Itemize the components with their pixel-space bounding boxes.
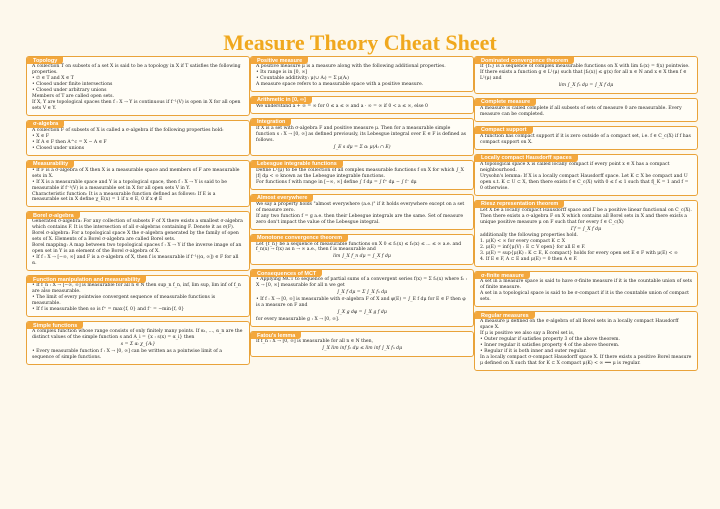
section-text: Borel mapping: A map between two topological spaces f : X → Y if the inverse image of an open set in Y is an element of the Borel σ-algebra of X. bbox=[32, 243, 242, 255]
section-text: In a locally compact σ-compact Hausdorff space X. If there exists a positive Borel measure μ defined on X such that for K ⊂ X compact μ(K) < ∞ ⟹ μ is regular. bbox=[480, 355, 692, 366]
section-text: • ∅ ∈ T and X ∈ T bbox=[32, 75, 74, 81]
section-text: • Regular if it is both inner and outer regular. bbox=[480, 349, 587, 355]
section-text: 4. If E ∈ F, A ⊂ E and μ(E) = 0 then A ∈ F. bbox=[480, 257, 578, 263]
section-box bbox=[474, 98, 698, 122]
section-text: • Every measurable function f : X → [0, ∞] can be written as a pointwise limit of a sequence of simple functions. bbox=[32, 348, 223, 360]
section-box bbox=[26, 120, 250, 156]
section-text: We say a property holds "almost everywhere (a.e.)" if it holds everywhere except on a set of measure zero. bbox=[256, 201, 465, 213]
section-text: Urysohn's lemma: If X is a locally compact Hausdorff space. Let K ⊂ X be compact and U open s.t. K ⊂ U ⊂ X, then there exists f ∈ C_c(X) with 0 ≤ f ≤ 1 such that f|_K = 1 and f = 0 otherwise. bbox=[480, 173, 689, 191]
section-text: A collection T on subsets of a set X is said to be a topology in X if T satisfies the following properties. bbox=[32, 64, 241, 75]
section-heading: Monotone convergence theorem bbox=[251, 235, 348, 242]
section-heading: Arithmetic in [0, ∞] bbox=[251, 97, 312, 104]
section-box bbox=[250, 234, 474, 266]
section-text: If X, Y are topological spaces then f : X → Y is continuous if f⁻¹(V) is open in X for all open sets V ∈ Y. bbox=[32, 99, 241, 111]
section-box bbox=[250, 269, 474, 327]
section-heading: σ-algebra bbox=[27, 121, 64, 128]
section-heading: Consequences of MCT bbox=[251, 270, 322, 277]
section-text: Let {f_n} be a sequence of measurable functions on X 0 ≤ f₁(x) ≤ f₂(x) ≤ ... ≤ ∞ a.e. and f_n(x) → f(x) as n → ∞ a.e., then f is measurable and bbox=[256, 241, 462, 253]
section-heading: Regular measures bbox=[475, 312, 535, 319]
section-text: A complex function whose range consists of only finitely many points. If α₁, ..., α_n are the distinct values of the simple function s and A_i = {x : s(x) = α_i} then bbox=[32, 329, 243, 340]
section-text: • If f : X → [−∞, ∞] and F is a σ-algebra of X, then f is measurable if f⁻¹((α, ∞]) ∈ F for all α. bbox=[32, 255, 239, 267]
section-text: Characteristic function: It is a measurable function defined as follows: If E is a measurable set in X define χ_E(x) = 1 if x ∈ E, 0 if x ∉ E bbox=[32, 191, 216, 203]
section-text: If any two function f = g a.e. then their Lebesgue integrals are the same. Set of measure zero don't impact the value of the Lebesgue integral. bbox=[256, 213, 464, 225]
section-text: • Closed under unions bbox=[32, 145, 85, 151]
section-heading: Complete measure bbox=[475, 99, 536, 106]
section-heading: Simple functions bbox=[27, 322, 83, 329]
section-heading: Positive measure bbox=[251, 57, 308, 64]
section-box bbox=[26, 56, 250, 116]
section-text: A positive measure μ is a measure along with the following additional properties. bbox=[256, 64, 446, 69]
section-text: 3. μ(E) = sup{μ(K) : K ⊂ E, K compact} holds for every open set E ∈ F with μ(E) < ∞ bbox=[480, 251, 678, 257]
section-text: A topological space X is called locally compact if every point x ∈ X has a compact neighbourhood. bbox=[480, 161, 670, 173]
section-text: for every measurable g : X → [0, ∞]. bbox=[256, 317, 340, 323]
section-heading: Integration bbox=[251, 119, 291, 126]
section-box bbox=[250, 118, 474, 156]
section-text: If μ is positive we also say a Borel set is, bbox=[480, 331, 575, 337]
section-heading: Topology bbox=[27, 57, 63, 64]
equation: ∫_X f dμ = Σ ∫_X fₙ dμ bbox=[336, 290, 388, 296]
section-text: • If f : X → [0, ∞] is measurable with σ-algebra F of X and φ(E) = ∫_E f dμ for E ∈ F then φ is a measure on F and bbox=[256, 297, 466, 309]
section-text: • If f_n : X → [−∞, ∞] is measurable for all n ∈ N then sup_n f_n, inf, lim sup, lim inf of f_n are also measurable. bbox=[32, 283, 241, 295]
section-heading: Riesz representation theorem bbox=[475, 201, 564, 208]
section-text: • The limit of every pointwise convergent sequence of measurable functions is measurable. bbox=[32, 295, 216, 307]
section-text: • Closed under finite intersections bbox=[32, 81, 113, 87]
section-box bbox=[250, 331, 474, 357]
section-text: • Inner regular it satisfies property 4 of the above theorem. bbox=[480, 343, 620, 349]
section-text: A collection F of subsets of X is called a σ-algebra if the following properties hold: bbox=[32, 127, 224, 133]
section-text: • Its range is in [0, ∞] bbox=[256, 69, 308, 75]
section-heading: Compact support bbox=[475, 127, 533, 134]
section-text: Let X be a locally compact Hausdorff space and Γ be a positive linear functional on C_c(X). Then there exists a σ-algebra F on X which contains all Borel sets in X and there exists a unique positive measure μ on F such that for every f ∈ C_c(X) bbox=[480, 207, 692, 225]
section-text: • If F is a σ-algebra of X then X is a measurable space and members of F are measurable sets in X. bbox=[32, 167, 240, 179]
equation: s = Σ αᵢ χ_{Aᵢ} bbox=[120, 341, 156, 347]
section-box bbox=[474, 56, 698, 94]
section-text: A set in a measure space is said to have σ-finite measure if it is the countable union of sets of finite measure. bbox=[480, 279, 692, 291]
section-text: If {fₙ} is a sequence of complex measurable functions on X with lim fₙ(x) = f(x) pointwise. If there exists a function g ∈ L¹(μ) such that |fₙ(x)| ≤ g(x) for all n ∈ N and x ∈ X then f ∈ L¹(μ) and bbox=[480, 64, 690, 81]
section-heading: Measurability bbox=[27, 161, 74, 168]
section-text: A function has compact support if it is zero outside of a compact set, i.e. f ∈ C_c(X) if f has compact support on X. bbox=[480, 133, 691, 145]
section-box bbox=[26, 321, 250, 365]
section-text: • If f is measurable then so is f⁺ = max{f, 0} and f⁻ = −min{f, 0} bbox=[32, 307, 185, 313]
section-text: A measure is called complete if all subsets of sets of measure 0 are measurable. Every measure can be completed. bbox=[480, 105, 682, 117]
equation: ∫_E s dμ = Σ αᵢ μ(Aᵢ ∩ E) bbox=[333, 144, 391, 150]
section-text: Members of T are called open sets. bbox=[32, 93, 114, 99]
section-text: A measure μ defined on the σ-algebra of all Borel sets in a locally compact Hausdorff space X. bbox=[480, 319, 679, 331]
section-heading: Fatou's lemma bbox=[251, 332, 301, 339]
equation: ∫_X lim inf fₙ dμ ≤ lim inf ∫_X fₙ dμ bbox=[321, 346, 403, 352]
page-title: Measure Theory Cheat Sheet bbox=[223, 30, 497, 55]
column-3 bbox=[474, 56, 698, 375]
section-text: • Closed under arbitrary unions bbox=[32, 87, 107, 93]
section-box bbox=[26, 211, 250, 271]
section-heading: Dominated convergence theorem bbox=[475, 57, 574, 64]
section-heading: σ-finite measure bbox=[475, 272, 530, 279]
section-text: 2. μ(E) = inf{μ(V) : E ⊂ V open} for all E ∈ F. bbox=[480, 245, 586, 251]
section-text: additionally the following properties hold. bbox=[480, 233, 578, 239]
section-heading: Function manipulation and measurability bbox=[27, 276, 146, 283]
section-box bbox=[250, 56, 474, 92]
section-text: • Outer regular if satisfies property 3 of the above theorem. bbox=[480, 337, 620, 343]
section-box bbox=[474, 154, 698, 196]
section-box bbox=[250, 160, 474, 190]
section-text: For functions f with range in [−∞, ∞] define ∫ f dμ = ∫ f⁺ dμ − ∫ f⁻ dμ bbox=[256, 179, 417, 185]
section-text: • If A ∈ F then A^c = X − A ∈ F bbox=[32, 139, 107, 145]
section-text: 1. μ(K) < ∞ for every compact K ⊂ X bbox=[480, 239, 566, 245]
section-text: Define L¹(μ) to be the collection of all complex measurable functions f on X for which ∫_X |f| dμ < ∞ known as the Lebesgue integrable functions. bbox=[256, 167, 464, 179]
column-2 bbox=[250, 56, 474, 361]
section-box bbox=[474, 311, 698, 371]
equation: Γf = ∫_X f dμ bbox=[570, 226, 602, 232]
section-text: • If X is a measurable space and Y is a topological space, then f : X → Y is said to be measurable if f⁻¹(V) is a measurable set in X for all open sets V in Y. bbox=[32, 179, 227, 191]
section-text: Generated σ-algebra: For any collection of subsets F of X there exists a smallest σ-algebra which contains F. It is the intersection of all σ-algebras containing F. Denote it as σ(F). bbox=[32, 219, 243, 231]
equation: ∫_X g dφ = ∫_X g f dμ bbox=[337, 310, 387, 316]
section-text: If f_n : X → [0, ∞] is measurable for all n ∈ N then, bbox=[256, 339, 374, 345]
section-box bbox=[474, 200, 698, 268]
section-box bbox=[26, 275, 250, 317]
section-heading: Borel σ-algebra bbox=[27, 212, 80, 219]
section-heading: Locally compact Hausdorff spaces bbox=[475, 155, 578, 162]
section-text: A measure space refers to a measurable space with a positive measure. bbox=[256, 81, 424, 87]
column-1 bbox=[26, 56, 250, 369]
section-box bbox=[474, 126, 698, 150]
section-box bbox=[26, 160, 250, 208]
section-box bbox=[474, 271, 698, 307]
section-text: If X is a set with σ-algebra F and positive measure μ. Then for a measurable simple function s : X → [0, ∞] as defined previously, its Lebesgue integral over E ∈ F is defined as follows. bbox=[256, 125, 467, 143]
section-heading: Lebesgue integrable functions bbox=[251, 161, 343, 168]
section-text: We understand a + ∞ = ∞ for 0 ≤ a ≤ ∞ and a · ∞ = ∞ if 0 < a ≤ ∞, else 0 bbox=[256, 103, 428, 109]
section-heading: Almost everywhere bbox=[251, 195, 313, 202]
equation: lim ∫_X fₙ dμ = ∫_X f dμ bbox=[558, 82, 614, 88]
equation: lim ∫_X f_n dμ = ∫_X f dμ bbox=[333, 254, 391, 260]
section-text: • Countable additivity: μ(∪ Aᵢ) = Σ μ(Aᵢ) bbox=[256, 75, 349, 81]
section-box bbox=[250, 96, 474, 114]
section-text: • Applying MCT to sequence of partial sums of a convergent series f(x) = Σ fₙ(x) where fₙ : X → [0, ∞] measurable for all n we get bbox=[256, 277, 468, 289]
section-box bbox=[250, 194, 474, 230]
section-text: • X ∈ F bbox=[32, 133, 49, 139]
section-text: Borel σ-algebra: For a topological space X the σ-algebra generated by the family of open sets of X. Elements of a Borel σ-algebra are called Borel sets. bbox=[32, 231, 239, 243]
section-text: A set in a topological space is said to be σ-compact if it is the countable union of compact sets. bbox=[480, 291, 690, 303]
